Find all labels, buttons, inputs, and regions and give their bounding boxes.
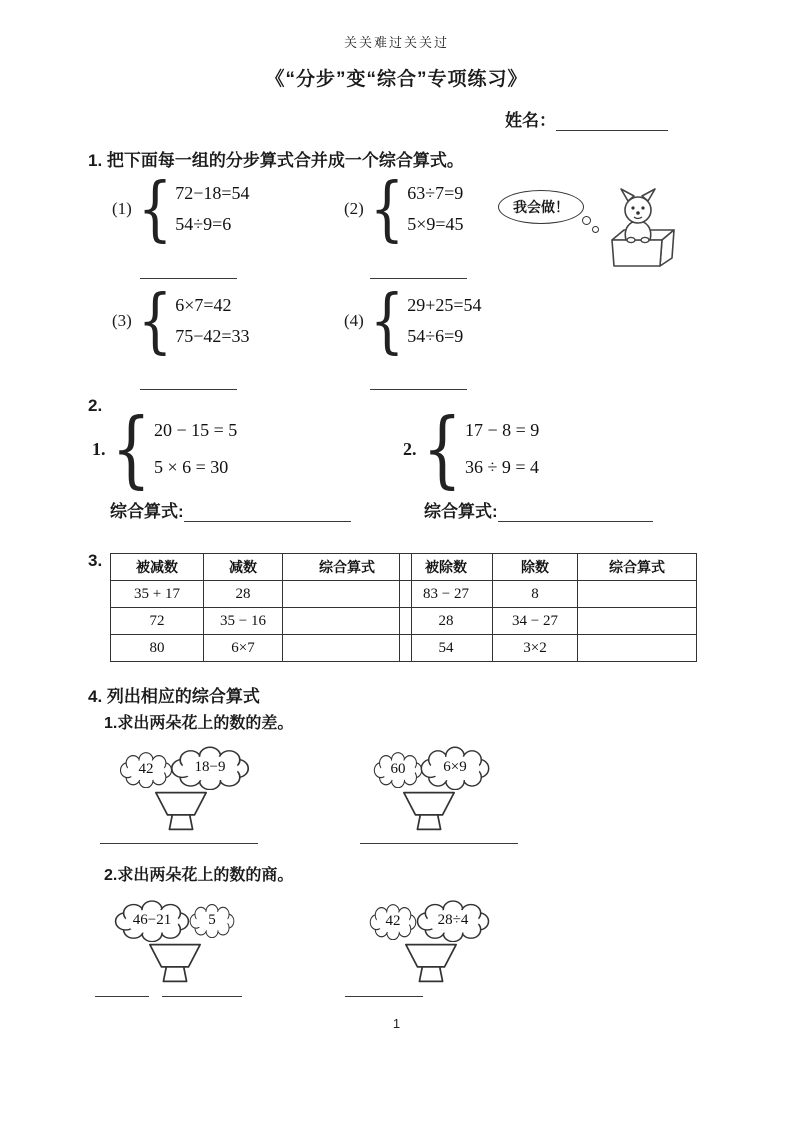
- flower-right: [418, 744, 492, 790]
- table-cell-blank: [578, 608, 697, 635]
- flower-value: 18−9: [194, 758, 226, 775]
- table-cell-blank: [283, 608, 412, 635]
- table-cell: 35 − 16: [204, 608, 283, 635]
- equation: 72−18=54: [175, 183, 250, 203]
- brace-glyph: {: [369, 167, 405, 250]
- q4-heading: 4. 列出相应的综合算式: [88, 687, 260, 706]
- answer-label: 综合算式:: [110, 502, 184, 521]
- equation: 36 ÷ 9 = 4: [464, 457, 539, 477]
- speech-bubble-text: 我会做！: [513, 199, 569, 215]
- flower-pot: [402, 942, 460, 984]
- flower-value: 60: [390, 760, 406, 777]
- item-number: 2.: [403, 438, 417, 459]
- flower-pot: [152, 790, 210, 832]
- brace-glyph: {: [369, 279, 405, 362]
- page-number: 1: [392, 1016, 401, 1031]
- answer-blank: [498, 507, 653, 522]
- table-cell: 6×7: [204, 635, 283, 662]
- item-number: 1.: [92, 438, 106, 459]
- table-cell-blank: [578, 635, 697, 662]
- equation: 5×9=45: [407, 214, 464, 234]
- flower-value: 6×9: [443, 758, 467, 775]
- flower-value: 42: [385, 912, 401, 929]
- table-cell: 3×2: [493, 635, 578, 662]
- answer-blank: [184, 507, 351, 522]
- flower-pot: [146, 942, 204, 984]
- answer-blank: [370, 387, 467, 390]
- equation-column: [175, 183, 249, 235]
- flower-value: 42: [138, 760, 154, 777]
- group-number: (2): [344, 199, 364, 218]
- q3-table-division: [399, 553, 697, 662]
- table-row: [400, 581, 697, 608]
- flower-pot: [400, 790, 458, 832]
- equation: 75−42=33: [175, 326, 250, 346]
- answer-blank: [162, 994, 242, 997]
- equation: 20 − 15 = 5: [153, 420, 238, 440]
- flower-left: [112, 898, 192, 942]
- flower-value: 5: [208, 911, 216, 928]
- table-cell: 80: [111, 635, 204, 662]
- group-number: (1): [112, 199, 132, 218]
- equation: 29+25=54: [407, 295, 482, 315]
- q2-answer-1: [110, 497, 351, 522]
- column-header: 除数: [493, 554, 578, 581]
- table-cell-blank: [283, 581, 412, 608]
- table-header-row: [111, 554, 412, 581]
- name-blank: [556, 116, 668, 131]
- dog-in-box-illustration: [590, 186, 685, 271]
- table-cell: 34 − 27: [493, 608, 578, 635]
- q3-label: 3.: [88, 551, 103, 570]
- equation: 5 × 6 = 30: [153, 457, 229, 477]
- table-cell: 28: [400, 608, 493, 635]
- flower-left: [368, 902, 418, 940]
- equation: 6×7=42: [175, 295, 232, 315]
- column-header: 综合算式: [283, 554, 412, 581]
- flower-right: [414, 898, 492, 942]
- flower-value: 46−21: [132, 911, 172, 928]
- equation: 17 − 8 = 9: [464, 420, 540, 440]
- group-number: (3): [112, 311, 132, 330]
- q1-group-1: [112, 167, 250, 250]
- flower-right: [188, 902, 236, 938]
- column-header: 被除数: [400, 554, 493, 581]
- q2-item-2: [403, 399, 540, 498]
- table-cell-blank: [283, 635, 412, 662]
- q1-heading: 1. 把下面每一组的分步算式合并成一个综合算式。: [88, 151, 464, 170]
- q1-group-3: [112, 279, 250, 362]
- speech-bubble: [498, 190, 584, 224]
- table-cell: 72: [111, 608, 204, 635]
- q1-group-2: [344, 167, 464, 250]
- equation-column: [407, 183, 463, 235]
- q3-table-subtraction: [110, 553, 412, 662]
- table-cell: 35 + 17: [111, 581, 204, 608]
- answer-blank: [140, 387, 237, 390]
- equation: 54÷9=6: [175, 214, 232, 234]
- table-row: [111, 581, 412, 608]
- answer-blank: [100, 841, 258, 844]
- name-row: [505, 106, 668, 131]
- column-header: 减数: [204, 554, 283, 581]
- table-row: [111, 635, 412, 662]
- flower-left: [118, 750, 174, 788]
- table-row: [400, 635, 697, 662]
- q2-label: 2.: [88, 396, 103, 415]
- table-row: [400, 608, 697, 635]
- table-cell: 8: [493, 581, 578, 608]
- column-header: 被减数: [111, 554, 204, 581]
- table-row: [111, 608, 412, 635]
- name-label: 姓名：: [505, 111, 556, 130]
- column-header: 综合算式: [578, 554, 697, 581]
- q2-answer-2: [424, 497, 653, 522]
- brace-glyph: {: [137, 279, 173, 362]
- q4-sub2-text: 2.求出两朵花上的数的商。: [104, 867, 294, 884]
- answer-blank: [95, 994, 149, 997]
- flower-value: 28÷4: [437, 911, 469, 928]
- table-cell: 28: [204, 581, 283, 608]
- page-title: 《“分步”变“综合”专项练习》: [265, 69, 528, 90]
- answer-blank: [360, 841, 518, 844]
- equation-column: [175, 295, 249, 347]
- answer-label: 综合算式:: [424, 502, 498, 521]
- flower-left: [372, 750, 424, 788]
- table-cell-blank: [578, 581, 697, 608]
- q1-group-4: [344, 279, 482, 362]
- answer-blank: [345, 994, 423, 997]
- equation: 63÷7=9: [407, 183, 464, 203]
- group-number: (4): [344, 311, 364, 330]
- brace-glyph: {: [111, 399, 151, 498]
- q2-item-1: [92, 399, 238, 498]
- brace-glyph: {: [137, 167, 173, 250]
- table-cell: 83 − 27: [400, 581, 493, 608]
- table-header-row: [400, 554, 697, 581]
- equation-column: [154, 420, 237, 478]
- header-note: 关关难过关关过: [343, 35, 449, 50]
- equation: 54÷6=9: [407, 326, 464, 346]
- table-cell: 54: [400, 635, 493, 662]
- brace-glyph: {: [422, 399, 462, 498]
- equation-column: [407, 295, 481, 347]
- equation-column: [465, 420, 539, 478]
- q4-sub1-text: 1.求出两朵花上的数的差。: [104, 715, 294, 732]
- flower-right: [168, 744, 252, 790]
